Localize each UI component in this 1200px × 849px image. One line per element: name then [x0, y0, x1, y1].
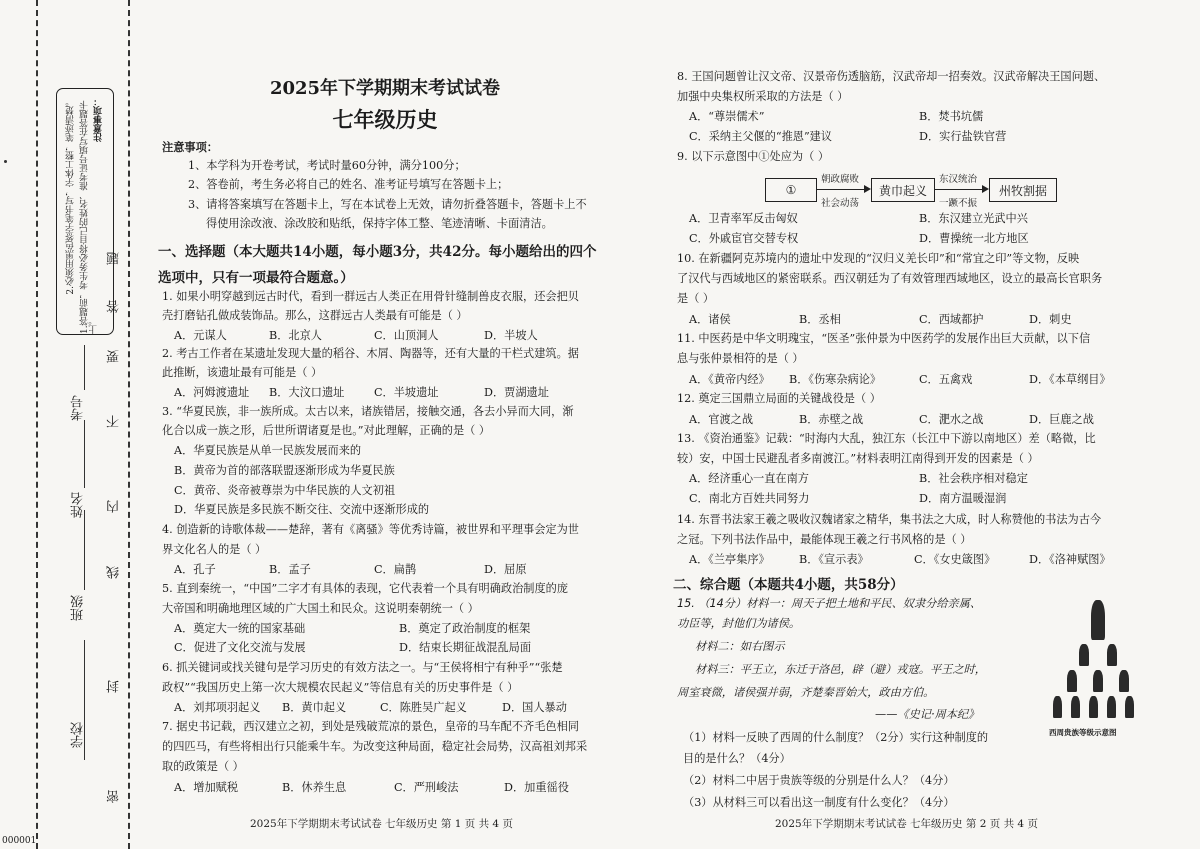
- q12-option-d[interactable]: D．巨鹿之战: [1029, 413, 1094, 426]
- q8-stem-cont: 加强中央集权所采取的方法是（ ）: [677, 90, 849, 103]
- seal-char-8: 题: [107, 252, 122, 265]
- flow-arrow-2: [935, 189, 987, 190]
- q7-option-c[interactable]: C．严刑峻法: [394, 781, 459, 794]
- q10-option-a[interactable]: A．诸侯: [689, 313, 731, 326]
- binding-notice-1: 1.答题前，考生务必将自己的姓名、准考证号填写在答题卡上。: [80, 100, 99, 334]
- q14-option-a[interactable]: A．《兰亭集序》: [689, 553, 770, 566]
- zhou-hierarchy-figure: [1051, 600, 1145, 740]
- figure-lord: [1107, 644, 1117, 666]
- q1-options: [174, 329, 614, 343]
- figure-minister: [1067, 670, 1077, 692]
- q14-option-c[interactable]: C．《女史箴图》: [914, 553, 996, 566]
- q9-options-row2: [689, 232, 1159, 246]
- q13-options-row1: [689, 472, 1159, 486]
- q9-stem: 9. 以下示意图中①处应为（ ）: [677, 150, 830, 163]
- q12-stem: 12. 奠定三国鼎立局面的关键战役是（ ）: [677, 392, 881, 405]
- q11-option-b[interactable]: B．《伤寒杂病论》: [789, 373, 882, 386]
- figure-scholar: [1107, 696, 1116, 718]
- q13-stem-cont: 较）安，中国士民避乱者多南渡江。”材料表明江南得到开发的因素是（ ）: [677, 452, 1039, 465]
- flow-box-warlords: 州牧割据: [989, 178, 1057, 202]
- page2-footer: 2025年下学期期末考试试卷 七年级历史 第 2 页 共 4 页: [775, 818, 1038, 830]
- seal-char-2: 封: [107, 680, 122, 693]
- q15-sub3: （3）从材料三可以看出这一制度有什么变化？（4分）: [683, 796, 955, 809]
- q8-option-a[interactable]: A．“尊崇儒术”: [689, 110, 765, 123]
- q2-option-c[interactable]: C．半坡遗址: [374, 386, 439, 399]
- q15-material1: 15. （14分）材料一：周天子把土地和平民、奴隶分给亲属、: [677, 597, 982, 610]
- q13-option-b[interactable]: B．社会秩序相对稳定: [919, 472, 1028, 485]
- q9-flow-diagram: [765, 174, 1095, 208]
- section1-heading-cont: 选项中，只有一项最符合题意。）: [158, 270, 354, 286]
- q15-material2: 材料二：如右图示: [695, 640, 785, 653]
- q14-stem: 14. 东晋书法家王羲之吸收汉魏诸家之精华，集书法之大成，时人称赞他的书法为古今: [677, 513, 1102, 526]
- notes-heading: 注意事项：: [162, 140, 218, 154]
- q14-stem-cont: 之冠。下列书法作品中，最能体现王羲之行书风格的是（ ）: [677, 533, 972, 546]
- q3-option-d[interactable]: D．华夏民族是多民族不断交往、交流中逐渐形成的: [174, 503, 430, 516]
- note-3: 3、请将答案填写在答题卡上，写在本试卷上无效，请勿折叠答题卡，答题卡上不: [188, 198, 587, 211]
- q13-option-c[interactable]: C．南北方百姓共同努力: [689, 492, 810, 505]
- figure-caption: 西周贵族等级示意图: [1049, 728, 1117, 737]
- q9-option-d[interactable]: D．曹操统一北方地区: [919, 232, 1029, 245]
- page1-footer: 2025年下学期期末考试试卷 七年级历史 第 1 页 共 4 页: [250, 818, 513, 830]
- q5-option-a[interactable]: A．奠定大一统的国家基础: [174, 622, 306, 635]
- q4-option-a[interactable]: A．孔子: [174, 563, 216, 576]
- q4-option-c[interactable]: C．扁鹊: [374, 563, 417, 576]
- q15-sub1-cont: 目的是什么？（4分）: [683, 752, 791, 765]
- q1-option-d[interactable]: D．半坡人: [484, 329, 538, 342]
- q11-options: [689, 373, 1159, 387]
- q12-options: [689, 413, 1159, 427]
- q1-option-b[interactable]: B．北京人: [269, 329, 322, 342]
- q7-stem-cont2: 取的政策是（ ）: [162, 760, 244, 773]
- q10-stem-cont2: 是（ ）: [677, 292, 715, 305]
- q9-option-a[interactable]: A．卫青率军反击匈奴: [689, 212, 798, 225]
- q10-option-c[interactable]: C．西域都护: [919, 313, 984, 326]
- seal-char-7: 答: [107, 300, 122, 313]
- field-class-line: [84, 510, 85, 590]
- seal-char-4: 内: [107, 500, 122, 513]
- q15-source: ——《史记·周本纪》: [875, 708, 980, 721]
- q8-options-row1: [689, 110, 1159, 124]
- q13-option-a[interactable]: A．经济重心一直在南方: [689, 472, 809, 485]
- flow-box-unknown: ①: [765, 178, 817, 202]
- q4-stem-cont: 界文化名人的是（ ）: [162, 543, 267, 556]
- q3-option-b[interactable]: B．黄帝为首的部落联盟逐渐形成为华夏民族: [174, 464, 395, 477]
- q4-option-b[interactable]: B．孟子: [269, 563, 311, 576]
- binding-strip: [0, 0, 140, 849]
- q5-option-b[interactable]: B．奠定了政治制度的框架: [399, 622, 531, 635]
- q5-options-row1: [174, 622, 614, 636]
- section1-heading: 一、选择题（本大题共14小题，每小题3分，共42分。每小题给出的四个: [158, 244, 597, 260]
- figure-king: [1091, 600, 1105, 640]
- q8-options-row2: [689, 130, 1159, 144]
- flow-label1-top: 朝政腐败: [821, 174, 860, 185]
- q6-stem: 6. 抓关键词或找关键句是学习历史的有效方法之一。与“王侯将相宁有种乎”“张楚: [162, 661, 563, 674]
- q8-option-d[interactable]: D．实行盐铁官营: [919, 130, 1007, 143]
- exam-page-2: [665, 0, 1165, 849]
- q10-stem: 10. 在新疆阿克苏境内的遗址中发现的“汉归义羌长印”和“常宜之印”等文物，反映: [677, 252, 1080, 265]
- note-1: 1、本学科为开卷考试，考试时量60分钟，满分100分；: [188, 159, 466, 172]
- field-name-label: 姓名: [71, 492, 86, 518]
- q2-option-a[interactable]: A．河姆渡遗址: [174, 386, 250, 399]
- q11-option-c[interactable]: C．五禽戏: [919, 373, 973, 386]
- q6-option-d[interactable]: D．国人暴动: [502, 701, 567, 714]
- q5-stem-cont: 大帝国和明确地理区域的广大国土和民众。这说明秦朝统一（ ）: [162, 602, 479, 615]
- figure-scholar: [1125, 696, 1134, 718]
- binding-notice-box: [56, 88, 114, 335]
- q5-options-row2: [174, 641, 614, 655]
- q7-options: [174, 781, 614, 795]
- seal-char-3: 线: [107, 566, 122, 579]
- binding-notice-2: 2.必须用黑色签字笔书写，字体工整，笔迹清楚。: [66, 97, 76, 295]
- outer-dashed-line: [36, 0, 38, 849]
- q8-stem: 8. 王国问题曾让汉文帝、汉景帝伤透脑筋，汉武帝却一招奏效。汉武帝解决王国问题、: [677, 70, 1106, 83]
- corner-code: 000001: [2, 836, 37, 846]
- q2-options: [174, 386, 614, 400]
- note-2: 2、答卷前，考生务必将自己的姓名、准考证号填写在答题卡上；: [188, 178, 509, 191]
- q11-option-a[interactable]: A．《黄帝内经》: [689, 373, 770, 386]
- flow-arrow-1: [817, 189, 869, 190]
- field-school-line: [84, 640, 85, 760]
- q4-option-d[interactable]: D．屈原: [484, 563, 527, 576]
- q6-stem-cont: 政权”“我国历史上第一次大规模农民起义”等信息有关的历史事件是（ ）: [162, 681, 519, 694]
- q10-stem-cont: 了汉代与西域地区的紧密联系。西汉朝廷为了有效管理西域地区，设立的最高长官职务: [677, 272, 1103, 285]
- scan-dot: [4, 160, 7, 163]
- q6-option-c[interactable]: C．陈胜吴广起义: [380, 701, 467, 714]
- q2-option-b[interactable]: B．大汶口遗址: [269, 386, 345, 399]
- field-school-label: 学校: [71, 722, 86, 748]
- q6-option-a[interactable]: A．刘邦项羽起义: [174, 701, 261, 714]
- q5-option-d[interactable]: D．结束长期征战混乱局面: [399, 641, 532, 654]
- figure-lord: [1079, 644, 1089, 666]
- q3-stem-cont: 化合以成一族之形，后世所谓诸夏是也。”对此理解，正确的是（ ）: [162, 424, 491, 437]
- q2-stem: 2. 考古工作者在某遗址发现大量的稻谷、木屑、陶器等，还有大量的干栏式建筑。据: [162, 347, 579, 360]
- q12-option-a[interactable]: A．官渡之战: [689, 413, 754, 426]
- q6-options: [174, 701, 614, 715]
- q5-option-c[interactable]: C．促进了文化交流与发展: [174, 641, 306, 654]
- field-number-line: [84, 345, 85, 390]
- flow-label2-top: 东汉统治: [939, 174, 978, 185]
- q3-option-c[interactable]: C．黄帝、炎帝被尊崇为中华民族的人文初祖: [174, 484, 396, 497]
- exam-title: 2025年下学期期末考试试卷: [269, 78, 501, 99]
- figure-scholar: [1089, 696, 1098, 718]
- q1-option-a[interactable]: A．元谋人: [174, 329, 227, 342]
- q14-option-d[interactable]: D．《洛神赋图》: [1029, 553, 1111, 566]
- q1-stem-cont: 壳打磨钻孔做成装饰品。那么，这群远古人类最有可能是（ ）: [162, 309, 468, 322]
- q1-stem: 1. 如果小明穿越到远古时代，看到一群远古人类正在用骨针缝制兽皮衣服，还会把贝: [162, 290, 579, 303]
- q13-option-d[interactable]: D．南方温暖湿润: [919, 492, 1007, 505]
- q15-material3: 材料三：平王立，东迁于洛邑，辟（避）戎寇。平王之时，: [695, 663, 986, 676]
- section2-heading: 二、综合题（本题共4小题，共58分）: [673, 577, 904, 593]
- q14-options: [689, 553, 1159, 567]
- q15-sub1: （1）材料一反映了西周的什么制度？（2分）实行这种制度的: [683, 731, 989, 744]
- q7-stem: 7. 据史书记载，西汉建立之初，到处是残破荒凉的景色，皇帝的马车配不齐毛色相同: [162, 720, 579, 733]
- q9-option-b[interactable]: B．东汉建立光武中兴: [919, 212, 1028, 225]
- q7-option-b[interactable]: B．休养生息: [282, 781, 347, 794]
- q10-option-b[interactable]: B．丞相: [799, 313, 841, 326]
- q13-options-row2: [689, 492, 1159, 506]
- q11-option-d[interactable]: D．《本草纲目》: [1029, 373, 1111, 386]
- seal-char-6: 要: [107, 350, 122, 363]
- q10-options: [689, 313, 1159, 327]
- seal-char-5: 不: [107, 415, 122, 428]
- flow-box-uprising: 黄巾起义: [871, 178, 935, 202]
- q3-option-a[interactable]: A．华夏民族是从单一民族发展而来的: [174, 444, 362, 457]
- q7-stem-cont: 的四匹马，有些将相出行只能乘牛车。为改变这种局面，稳定社会局势，汉高祖刘邦采: [162, 740, 588, 753]
- q13-stem: 13. 《资治通鉴》记载：“时海内大乱，独江东（长江中下游以南地区）差（略微，比: [677, 432, 1096, 445]
- field-name-line: [84, 420, 85, 488]
- q2-option-d[interactable]: D．贾湖遗址: [484, 386, 549, 399]
- q12-option-b[interactable]: B．赤壁之战: [799, 413, 864, 426]
- figure-scholar: [1053, 696, 1062, 718]
- q7-option-d[interactable]: D．加重徭役: [504, 781, 569, 794]
- flow-label1-bottom: 社会动荡: [821, 198, 860, 209]
- q11-stem-cont: 息与张仲景相符的是（ ）: [677, 352, 804, 365]
- q8-option-c[interactable]: C．采纳主父偃的“推恩”建议: [689, 130, 833, 143]
- seal-char-1: 密: [107, 790, 122, 803]
- q11-stem: 11. 中医药是中华文明瑰宝，“医圣”张仲景为中医药学的发展作出巨大贡献，以下信: [677, 332, 1091, 345]
- field-number-label: 考号: [71, 395, 86, 421]
- q4-stem: 4. 创造新的诗歌体裁——楚辞，著有《离骚》等优秀诗篇，被世界和平理事会定为世: [162, 523, 579, 536]
- q10-option-d[interactable]: D．刺史: [1029, 313, 1072, 326]
- q15-material1-cont: 功臣等，封他们为诸侯。: [677, 617, 801, 630]
- q1-option-c[interactable]: C．山顶洞人: [374, 329, 439, 342]
- q15-sub2: （2）材料二中居于贵族等级的分别是什么人？（4分）: [683, 774, 955, 787]
- flow-label2-bottom: 一蹶不振: [939, 198, 978, 209]
- exam-subject: 七年级历史: [332, 107, 438, 132]
- q2-stem-cont: 此推断，该遗址最有可能是（ ）: [162, 366, 323, 379]
- exam-page-1: [150, 0, 620, 849]
- q6-option-b[interactable]: B．黄巾起义: [282, 701, 347, 714]
- figure-minister: [1119, 670, 1129, 692]
- q5-stem: 5. 直到秦统一，“中国”二字才有具体的表现，它代表着一个具有明确政治制度的庞: [162, 582, 569, 595]
- q14-option-b[interactable]: B．《宣示表》: [799, 553, 869, 566]
- q3-stem: 3. “华夏民族，非一族所成。太古以来，诸族错居，接触交通，各去小异而大同，渐: [162, 405, 574, 418]
- inner-dashed-line: [128, 0, 130, 849]
- q9-options-row1: [689, 212, 1159, 226]
- figure-minister: [1093, 670, 1103, 692]
- figure-scholar: [1071, 696, 1080, 718]
- q8-option-b[interactable]: B．焚书坑儒: [919, 110, 984, 123]
- binding-notice-title: 注意事项：: [94, 97, 104, 142]
- q12-option-c[interactable]: C．淝水之战: [919, 413, 984, 426]
- q9-option-c[interactable]: C．外戚宦官交替专权: [689, 232, 799, 245]
- q7-option-a[interactable]: A．增加赋税: [174, 781, 239, 794]
- field-class-label: 班级: [71, 595, 86, 621]
- q15-material3-cont: 周室衰微，诸侯强并弱，齐楚秦晋始大，政由方伯。: [677, 686, 935, 699]
- q4-options: [174, 563, 614, 577]
- note-4: 得使用涂改液、涂改胶和贴纸，保持字体工整、笔迹清晰、卡面清洁。: [206, 217, 553, 230]
